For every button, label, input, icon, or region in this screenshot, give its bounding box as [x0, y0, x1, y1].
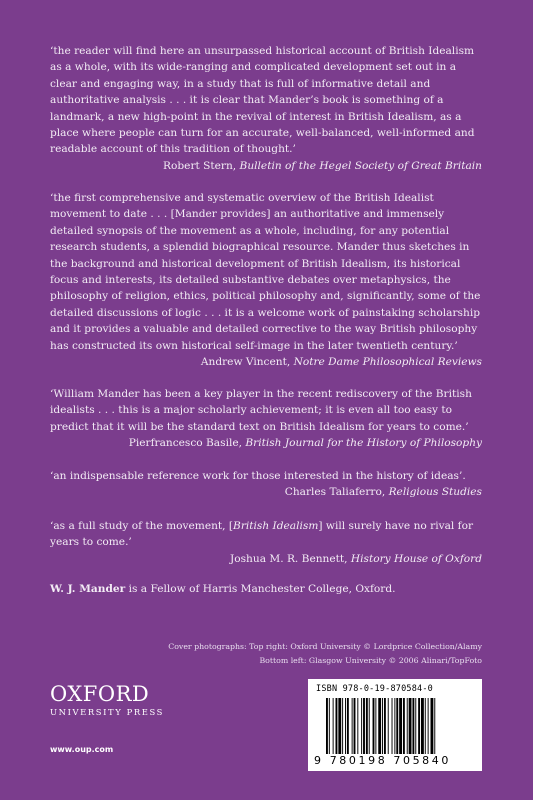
quote-basile — [50, 386, 482, 452]
author-bio — [50, 583, 396, 595]
quote-vincent — [50, 190, 482, 370]
quote-author: Joshua M. R. Bennett, — [229, 552, 351, 565]
quote-text: ‘the reader will find here an unsurpassed historical account of British Idealism as a whole, with its wide-ranging and complicated development set out in a clear and engaging way, in a study that is full of informative detail and authoritative analysis . . . it is clear that Mander’s book is something of a landmark, a new high-point in the revival of interest in British Idealism, as a place where people can turn for an accurate, well-balanced, well-informed and readable account of this tradition of thought.’ — [50, 45, 475, 156]
quote-source: Bulletin of the Hegel Society of Great Britain — [239, 159, 482, 172]
quote-attribution — [50, 484, 482, 500]
quote-author: Andrew Vincent, — [200, 356, 294, 369]
quote-attribution — [50, 435, 482, 451]
quote-attribution — [50, 551, 482, 567]
quote-author: Charles Taliaferro, — [284, 486, 389, 499]
barcode-icon — [326, 698, 466, 754]
quote-author: Robert Stern, — [163, 159, 240, 172]
quote-text: ‘William Mander has been a key player in the recent rediscovery of the British idealists . . . this is a major scholarly achievement; it is even all too easy to predict that it will be the standard text on British Idealism for years to come.’ — [50, 388, 472, 433]
quote-text: ‘the first comprehensive and systematic overview of the British Idealist movement to date . . . [Mander provides] an authoritative and immensely detailed synopsis of the movement as a whole, including, for any potential research students, a splendid biographical resource. Mander thus sketches in the background and historical development of British Idealism, its historical focus and interests, its detailed substantive debates over metaphysics, the philosophy of religion, ethics, political philosophy and, significantly, some of the detailed discussions of logic . . . it is a welcome work of painstaking scholarship and it provides a valuable and detailed corrective to the way British philosophy has constructed its own historical self-image in the later twentieth century.’ — [50, 192, 481, 352]
quote-source: Notre Dame Philosophical Reviews — [293, 356, 482, 369]
quote-text: ‘an indispensable reference work for those interested in the history of ideas’. — [50, 470, 466, 482]
quote-text-after: ] will surely have no rival for years to come.’ — [50, 520, 474, 549]
publisher-url: www.oup.com — [50, 745, 114, 754]
quote-source: British Journal for the History of Philosophy — [245, 437, 482, 450]
cover-credits — [82, 640, 482, 668]
quote-attribution — [50, 354, 482, 370]
credits-line: Bottom left: Glasgow University © 2006 Alinari/TopFoto — [259, 656, 482, 665]
author-bio-text: is a Fellow of Harris Manchester College, Oxford. — [125, 583, 396, 595]
quote-stern — [50, 43, 482, 174]
barcode-digits: 9 780198 705840 — [314, 754, 451, 767]
publisher-subtitle: UNIVERSITY PRESS — [50, 707, 164, 717]
quote-text-before: ‘as a full study of the movement, [ — [50, 520, 234, 532]
quote-text-italic: British Idealism — [233, 520, 319, 532]
quote-text — [50, 518, 482, 551]
quote-attribution — [50, 158, 482, 174]
author-name: W. J. Mander — [50, 583, 126, 595]
credits-line: Cover photographs: Top right: Oxford University © Lordprice Collection/Alamy — [168, 642, 482, 651]
quote-source: History House of Oxford — [350, 552, 482, 565]
quote-author: Pierfrancesco Basile, — [128, 437, 246, 450]
quote-bennett — [50, 518, 482, 567]
isbn-label: ISBN 978-0-19-870584-0 — [316, 684, 433, 694]
quote-taliaferro — [50, 468, 482, 501]
quote-source: Religious Studies — [388, 486, 482, 499]
oxford-logo — [50, 683, 180, 717]
isbn-barcode — [308, 679, 482, 771]
publisher-name: OXFORD — [50, 682, 150, 706]
